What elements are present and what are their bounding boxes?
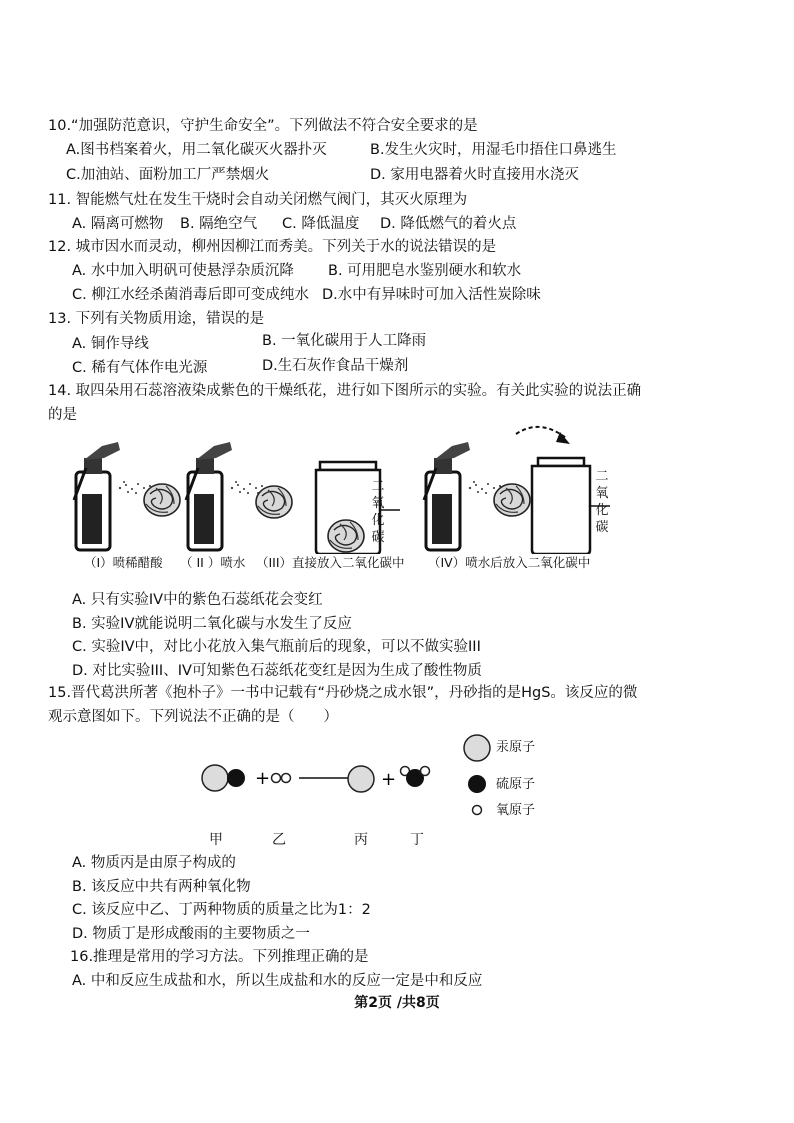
- gas-label-char: 化: [595, 503, 609, 518]
- q15-option-a: A. 物质丙是由原子构成的: [72, 855, 236, 871]
- label-jia: 甲: [209, 832, 223, 848]
- legend-oxygen-icon: [473, 806, 482, 815]
- label-yi: 乙: [272, 832, 286, 848]
- gas-label-char: 二: [371, 479, 385, 494]
- gas-label-char: 化: [371, 513, 385, 528]
- sulfur-atom-icon: [227, 769, 245, 787]
- q13-option-a: A. 铜作导线: [72, 336, 149, 352]
- legend-mercury-label: 汞原子: [496, 740, 536, 755]
- gas-label-char: 氧: [371, 496, 385, 511]
- q15-option-b: B. 该反应中共有两种氧化物: [72, 879, 251, 895]
- q16-stem: 16.推理是常用的学习方法。下列推理正确的是: [70, 949, 369, 965]
- q14-option-c: C. 实验IV中，对比小花放入集气瓶前后的现象，可以不做实验III: [72, 639, 481, 655]
- gas-label-iii: [370, 478, 386, 546]
- sprayer-icon-ii: [186, 442, 232, 550]
- gas-jar-iii: [316, 462, 400, 554]
- flower-icon-iv: [494, 484, 530, 516]
- sulfur-dioxide-molecule-icon: [401, 767, 430, 788]
- caption-ii: （ II ）喷水: [180, 555, 246, 570]
- caption-i: （I）喷稀醋酸: [84, 555, 163, 570]
- q10-option-c: C.加油站、面粉加工厂严禁烟火: [66, 167, 270, 183]
- q15-stem-line1: 15.晋代葛洪所著《抱朴子》一书中记载有“丹砂烧之成水银”，丹砂指的是HgS。该反应的微: [48, 685, 638, 701]
- gas-label-char: 二: [595, 469, 609, 484]
- q12-option-d: D.水中有异味时可加入活性炭除味: [322, 287, 541, 303]
- q15-option-c: C. 该反应中乙、丁两种物质的质量之比为1：2: [72, 902, 371, 918]
- q12-stem: 12. 城市因水而灵动，柳州因柳江而秀美。下列关于水的说法错误的是: [48, 239, 497, 255]
- q13-option-b: B. 一氧化碳用于人工降雨: [262, 333, 427, 349]
- label-bing: 丙: [354, 832, 368, 848]
- legend-sulfur-icon: [468, 775, 486, 793]
- q12-option-a: A. 水中加入明矾可使悬浮杂质沉降: [72, 263, 294, 279]
- q14-option-b: B. 实验IV就能说明二氧化碳与水发生了反应: [72, 616, 352, 632]
- q15-reaction-diagram: [195, 732, 545, 832]
- legend-oxygen-label: 氧原子: [496, 803, 536, 818]
- q16-option-a: A. 中和反应生成盐和水，所以生成盐和水的反应一定是中和反应: [72, 973, 483, 989]
- flower-icon-ii: [256, 486, 292, 518]
- q10-option-b: B.发生火灾时，用湿毛巾捂住口鼻逃生: [370, 142, 617, 158]
- q14-option-d: D. 对比实验III、IV可知紫色石蕊纸花变红是因为生成了酸性物质: [72, 663, 482, 679]
- q15-stem-line2: 观示意图如下。下列说法不正确的是（ ）: [48, 709, 338, 725]
- q10-stem: 10.“加强防范意识，守护生命安全”。下列做法不符合安全要求的是: [48, 118, 478, 134]
- gas-label-char: 氧: [595, 486, 609, 501]
- q10-option-a: A.图书档案着火，用二氧化碳灭火器扑灭: [66, 142, 327, 158]
- caption-iv: （IV）喷水后放入二氧化碳中: [428, 555, 591, 570]
- flower-icon-i: [144, 484, 180, 516]
- q15-option-d: D. 物质丁是形成酸雨的主要物质之一: [72, 926, 310, 942]
- q14-stem-line1: 14. 取四朵用石蕊溶液染成紫色的干燥纸花，进行如下图所示的实验。有关此实验的说法正确: [48, 383, 642, 399]
- q14-experiment-figure: [70, 422, 630, 554]
- gas-label-char: 碳: [595, 520, 609, 535]
- q13-option-c: C. 稀有气体作电光源: [72, 360, 208, 376]
- mercury-atom-icon: [348, 766, 374, 792]
- q11-option-b: B. 隔绝空气: [180, 216, 258, 232]
- q10-option-d: D. 家用电器着火时直接用水浇灭: [370, 167, 579, 183]
- q11-option-c: C. 降低温度: [282, 216, 360, 232]
- q14-option-a: A. 只有实验IV中的紫色石蕊纸花会变红: [72, 592, 323, 608]
- svg-text:+: +: [381, 769, 397, 790]
- legend-sulfur-label: 硫原子: [496, 777, 536, 792]
- q11-option-d: D. 降低燃气的着火点: [380, 216, 517, 232]
- q14-stem-line2: 的是: [48, 407, 77, 423]
- mercury-atom-icon: [202, 765, 228, 791]
- gas-label-char: 碳: [371, 530, 385, 545]
- gas-label-iv: [594, 468, 610, 536]
- svg-text:+: +: [255, 768, 271, 789]
- q12-option-b: B. 可用肥皂水鉴别硬水和软水: [328, 263, 522, 279]
- q12-option-c: C. 柳江水经杀菌消毒后即可变成纯水: [72, 287, 309, 303]
- q13-option-d: D.生石灰作食品干燥剂: [262, 358, 409, 374]
- sprayer-icon-i: [74, 442, 120, 550]
- label-ding: 丁: [410, 832, 424, 848]
- q11-option-a: A. 隔离可燃物: [72, 216, 164, 232]
- legend-mercury-icon: [464, 735, 490, 761]
- caption-iii: （III）直接放入二氧化碳中: [256, 555, 405, 570]
- oxygen-molecule-icon: [272, 774, 291, 783]
- sprayer-icon-iv: [424, 442, 470, 550]
- page-number: 第2页 /共8页: [354, 995, 440, 1011]
- q11-stem: 11. 智能燃气灶在发生干烧时会自动关闭燃气阀门，其灭火原理为: [48, 192, 468, 208]
- q13-stem: 13. 下列有关物质用途，错误的是: [48, 311, 265, 327]
